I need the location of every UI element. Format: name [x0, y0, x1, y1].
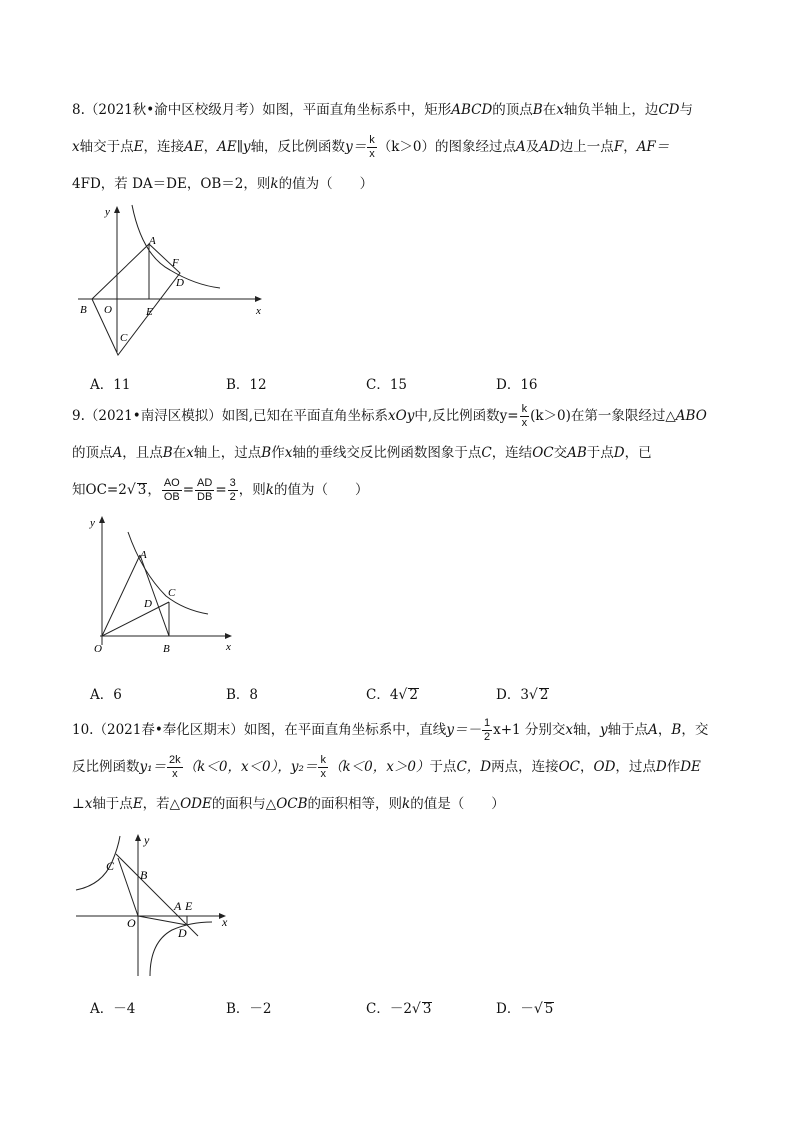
q10-fig-y-label: y: [144, 833, 150, 847]
q10-options: [90, 997, 690, 1017]
q9-option-a[interactable]: A．6: [90, 687, 122, 703]
q10-fig-x-label: x: [222, 915, 228, 929]
q10-fig-point-O: O: [127, 916, 136, 930]
q9-options: [90, 683, 690, 703]
q9-option-b[interactable]: B．8: [226, 687, 259, 703]
q8-fig-point-B: B: [80, 304, 87, 316]
q10-source: （2021春•奉化区期末）: [93, 722, 244, 738]
q8-options: [90, 373, 690, 393]
q9-line-1: 9.（2021•南浔区模拟）如图,已知在平面直角坐标系xOy中,反比例函数y= $\frac{k}{x}$ (k＞0)在第一象限经过△ABO: [72, 403, 707, 429]
q10-number: 10.: [72, 722, 94, 738]
q10-figure: [72, 830, 242, 980]
q10-line-1: 10.（2021春•奉化区期末）如图，在平面直角坐标系中，直线y＝－ $\frac{1}{2}$ x+1 分别交x轴，y轴于点A，B，交: [72, 717, 709, 743]
q9-fig-point-O: O: [94, 643, 102, 655]
q9-fig-point-D: D: [144, 598, 152, 610]
q9-fig-point-C: C: [168, 587, 176, 599]
q10-option-d[interactable]: D．－√ 5: [496, 1001, 554, 1017]
q9-source: （2021•南浔区模拟）: [84, 408, 222, 424]
q10-fig-point-D: D: [178, 926, 187, 940]
q9-fig-point-B: B: [163, 643, 170, 655]
q8-fig-point-A: A: [149, 235, 156, 247]
q9-line-2: 的顶点A，且点B在x轴上，过点B作x轴的垂线交反比例函数图象于点C，连结OC交AB于点D，已: [72, 445, 652, 461]
q8-fig-x-label: x: [256, 305, 261, 317]
question-10: [72, 712, 724, 823]
q10-fig-point-B: B: [140, 868, 148, 882]
q9-line-3: 知OC=2√ 3， $\frac{AO}{OB}$ = $\frac{AD}{DB}$ = $\frac{3}{2}$ ，则k的值为（ ）: [72, 477, 369, 503]
question-9: [72, 398, 724, 509]
q8-fig-point-D: D: [176, 277, 184, 289]
q9-option-c[interactable]: C．4√ 2: [366, 687, 418, 703]
q10-line-2: 反比例函数y₁＝ $\frac{2k}{x}$ （k＜0，x＜0），y₂＝ $\frac{k}{x}$ （k＜0，x＞0）于点C，D两点，连接OC，OD，过点D作DE: [72, 754, 701, 780]
q10-line-3: ⊥x轴于点E，若△ODE的面积与△OCB的面积相等，则k的值是（ ）: [72, 796, 505, 812]
q8-option-a[interactable]: A．11: [90, 377, 131, 393]
q8-source: （2021秋•渝中区校级月考）: [84, 102, 263, 118]
q10-option-c[interactable]: C．－2√ 3: [366, 1001, 432, 1017]
q9-option-d[interactable]: D．3√ 2: [496, 687, 549, 703]
q9-fraction: $\frac{k}{x}$: [521, 403, 528, 429]
q8-option-b[interactable]: B．12: [226, 377, 267, 393]
q8-option-d[interactable]: D．16: [496, 377, 538, 393]
q9-number: 9.: [72, 408, 85, 424]
q8-line-2: x轴交于点E，连接AE，AE∥y轴，反比例函数y＝ $\frac{k}{x}$ （k＞0）的图象经过点A及AD边上一点F，AF＝: [72, 134, 670, 160]
q8-fig-y-label: y: [105, 206, 110, 218]
q9-fig-y-label: y: [90, 517, 95, 529]
q8-option-c[interactable]: C．15: [366, 377, 408, 393]
q9-fig-point-A: A: [140, 549, 147, 561]
q8-fig-point-E: E: [146, 306, 153, 318]
q10-fig-point-C: C: [106, 859, 115, 873]
q8-fraction: $\frac{k}{x}$: [369, 134, 375, 160]
q8-line-1: 8.（2021秋•渝中区校级月考）如图，平面直角坐标系中，矩形ABCD的顶点B在x轴负半轴上，边CD与: [72, 102, 693, 118]
q8-number: 8.: [72, 102, 85, 118]
question-8: [72, 92, 724, 203]
q10-fig-point-A: A: [174, 899, 182, 913]
q8-line-3: 4FD，若 DA＝DE，OB＝2，则k的值为（ ）: [72, 176, 374, 192]
q10-option-a[interactable]: A．－4: [90, 1001, 136, 1017]
q8-fig-point-F: F: [172, 257, 179, 269]
q8-fig-point-O: O: [104, 304, 112, 316]
q9-fig-x-label: x: [226, 641, 231, 653]
q10-option-b[interactable]: B．－2: [226, 1001, 272, 1017]
q9-figure: [82, 510, 252, 660]
q8-figure: [70, 200, 270, 360]
q10-fig-point-E: E: [185, 899, 193, 913]
q8-fig-point-C: C: [120, 332, 128, 344]
